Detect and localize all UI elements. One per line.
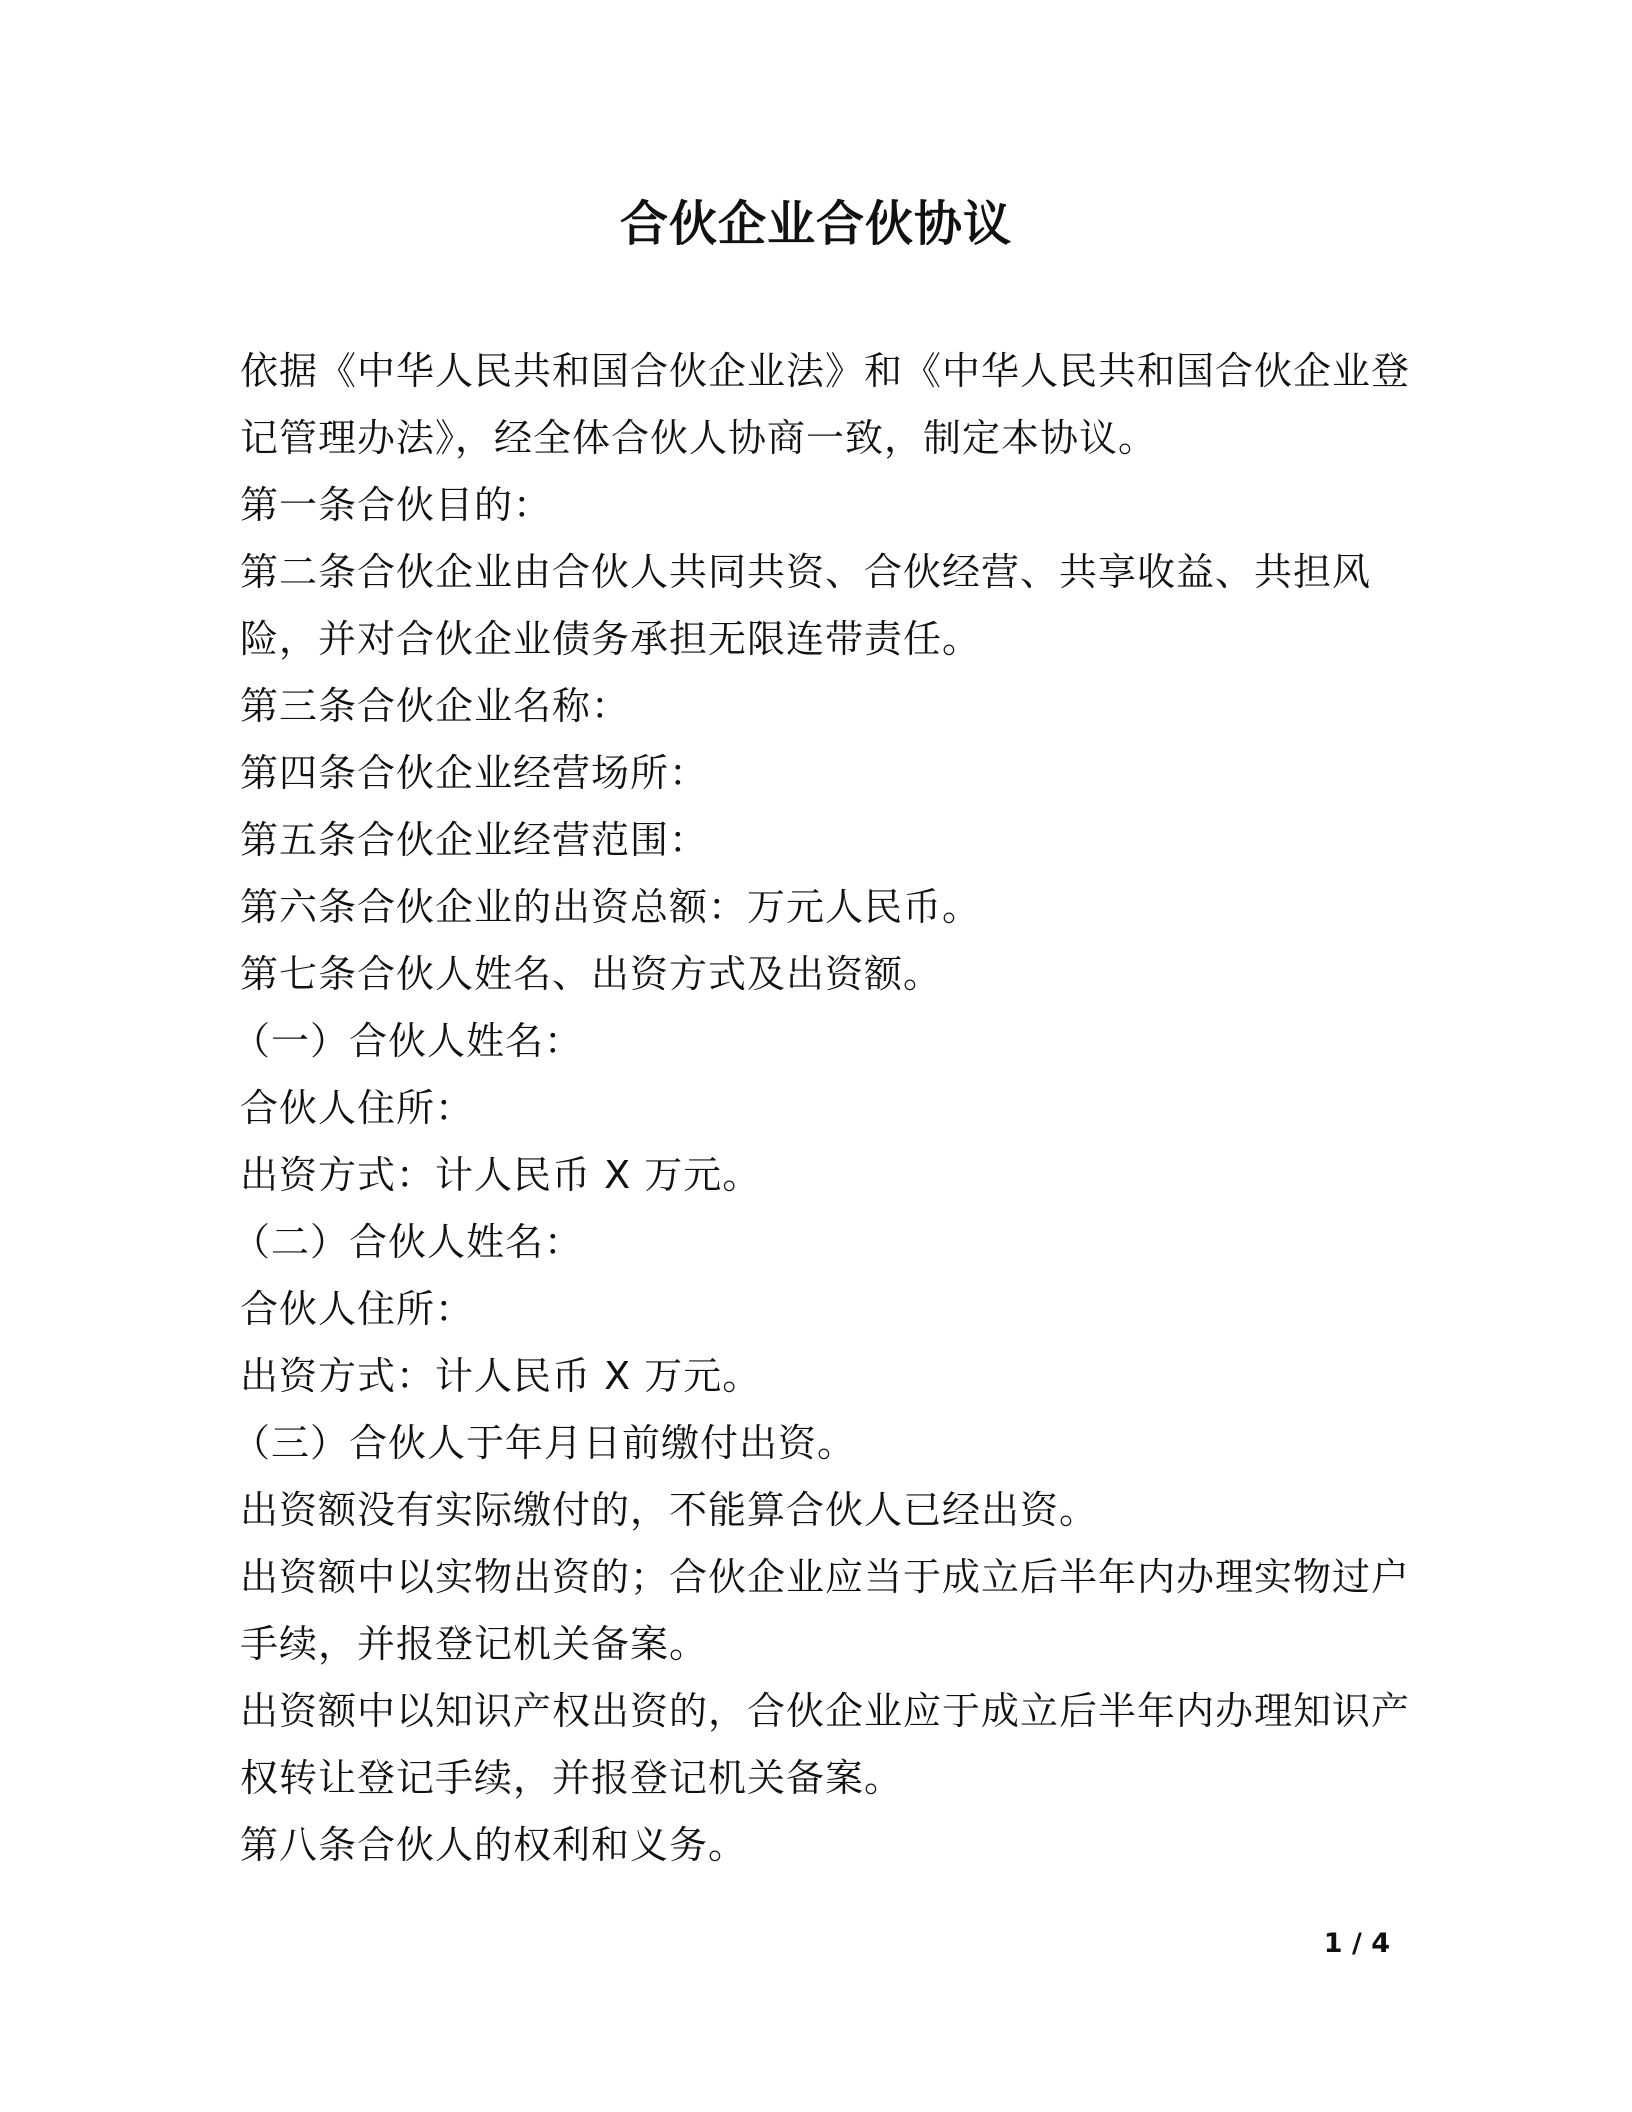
document-body — [232, 338, 1411, 1879]
body-line: 出资方式：计人民币 X 万元。 — [240, 1153, 762, 1197]
body-line: 第三条合伙企业名称： — [240, 684, 631, 728]
body-line: 依据《中华人民共和国合伙企业法》和《中华人民共和国合伙企业登 — [240, 349, 1411, 393]
body-line: （二）合伙人姓名： — [232, 1220, 584, 1264]
body-line: 第八条合伙人的权利和义务。 — [240, 1823, 748, 1867]
body-line: 出资额中以实物出资的；合伙企业应当于成立后半年内办理实物过户 — [240, 1555, 1411, 1599]
body-line: 记管理办法》，经全体合伙人协商一致，制定本协议。 — [240, 416, 1158, 460]
body-line: 出资额没有实际缴付的，不能算合伙人已经出资。 — [240, 1488, 1099, 1532]
body-line: 合伙人住所： — [240, 1287, 475, 1331]
body-line: 第七条合伙人姓名、出资方式及出资额。 — [240, 952, 943, 996]
body-line: （三）合伙人于年月日前缴付出资。 — [232, 1421, 857, 1465]
page-number: 1 / 4 — [1323, 1928, 1390, 1959]
body-line: 第二条合伙企业由合伙人共同共资、合伙经营、共享收益、共担风 — [240, 550, 1372, 594]
body-line: 第四条合伙企业经营场所： — [240, 751, 709, 795]
body-line: 第一条合伙目的： — [240, 483, 553, 527]
body-line: 出资额中以知识产权出资的，合伙企业应于成立后半年内办理知识产 — [240, 1689, 1411, 1733]
body-line: 险，并对合伙企业债务承担无限连带责任。 — [240, 617, 982, 661]
body-line: 权转让登记手续，并报登记机关备案。 — [240, 1756, 904, 1800]
body-line: 出资方式：计人民币 X 万元。 — [240, 1354, 762, 1398]
document-title: 合伙企业合伙协议 — [619, 196, 1012, 252]
body-line: 第五条合伙企业经营范围： — [240, 818, 709, 862]
body-line: 第六条合伙企业的出资总额：万元人民币。 — [240, 885, 982, 929]
body-line: 合伙人住所： — [240, 1086, 475, 1130]
body-line: 手续，并报登记机关备案。 — [240, 1622, 709, 1666]
body-line: （一）合伙人姓名： — [232, 1019, 584, 1063]
